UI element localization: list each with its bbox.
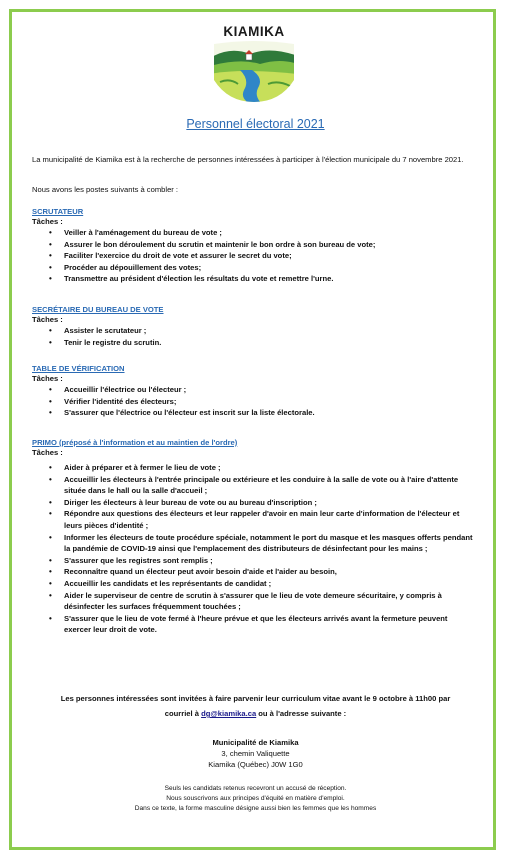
list-item: • Veiller à l'aménagement du bureau de vote ;	[46, 227, 476, 239]
footer-line-1: Seuls les candidats retenus recevront un accusé de réception.	[164, 785, 347, 792]
list-item: • Diriger les électeurs à leur bureau de vote ou au bureau d'inscription ;	[46, 497, 476, 509]
taches-label: Tâches :	[32, 374, 63, 383]
section-title-scrutateur: SCRUTATEUR	[32, 207, 84, 216]
landscape-emblem-icon	[210, 40, 298, 104]
taches-label: Tâches :	[32, 217, 63, 226]
intro-paragraph: La municipalité de Kiamika est à la recherche de personnes intéressées à participer à l'élection municipale du 7 novembre 2021.	[32, 155, 464, 164]
list-item: • Accueillir l'électrice ou l'électeur ;	[46, 384, 476, 396]
section-title-secretaire: SECRÉTAIRE DU BUREAU DE VOTE	[32, 305, 164, 314]
list-item: • Accueillir les candidats et les représentants de candidat ;	[46, 578, 476, 590]
list-item: • Informer les électeurs de toute procédure spéciale, notamment le port du masque et les masques offerts pendant la pandémie de COVID-19 ainsi que l'emplacement des distributeurs de désinfectant pour les mains ;	[46, 532, 476, 555]
list-item: • Assister le scrutateur ;	[46, 325, 476, 337]
taches-label: Tâches :	[32, 315, 63, 324]
scrutateur-task-list	[46, 227, 476, 285]
list-item: • S'assurer que les registres sont remplis ;	[46, 555, 476, 567]
list-item: • Faciliter l'exercice du droit de vote et assurer le secret du vote;	[46, 250, 476, 262]
list-item: • Tenir le registre du scrutin.	[46, 337, 476, 349]
kiamika-logo	[206, 24, 302, 106]
list-item: • Transmettre au président d'élection les résultats du vote et remettre l'urne.	[46, 273, 476, 285]
address-street: 3, chemin Valiquette	[221, 749, 290, 758]
footer-line-3: Dans ce texte, la forme masculine désigne aussi bien les femmes que les hommes	[134, 805, 377, 812]
address-city: Kiamika (Québec) J0W 1G0	[208, 760, 303, 769]
list-item: • Procéder au dépouillement des votes;	[46, 262, 476, 274]
postes-intro: Nous avons les postes suivants à combler :	[32, 185, 179, 194]
list-item: • Assurer le bon déroulement du scrutin et maintenir le bon ordre à son bureau de vote;	[46, 239, 476, 251]
section-title-primo: PRIMO (préposé à l'information et au maintien de l'ordre)	[32, 438, 238, 447]
table-verification-task-list	[46, 384, 476, 419]
page-border	[9, 9, 496, 850]
email-link[interactable]: dg@kiamika.ca	[201, 709, 257, 718]
list-item: • S'assurer que le lieu de vote fermé à l'heure prévue et que les électeurs arrivés avant la fermeture peuvent exercer leur droit de vote.	[46, 613, 476, 636]
address-name: Municipalité de Kiamika	[212, 738, 299, 747]
list-item: • Aider le superviseur de centre de scrutin à s'assurer que le lieu de vote demeure sécuritaire, y compris à désinfecter les surfaces fréquemment touchées ;	[46, 590, 476, 613]
secretaire-task-list	[46, 325, 476, 348]
list-item: • Aider à préparer et à fermer le lieu de vote ;	[46, 462, 476, 474]
footer-line-2: Nous souscrivons aux principes d'équité en matière d'emploi.	[166, 795, 345, 802]
page-title: Personnel électoral 2021	[186, 117, 325, 131]
list-item: • Reconnaître quand un électeur peut avoir besoin d'aide et l'aider au besoin,	[46, 566, 476, 578]
closing-suffix: ou à l'adresse suivante :	[256, 709, 347, 718]
logo-wordmark: KIAMIKA	[223, 24, 285, 39]
closing-line-2	[0, 708, 511, 720]
section-title-table-verification: TABLE DE VÉRIFICATION	[32, 364, 125, 373]
taches-label: Tâches :	[32, 448, 63, 457]
primo-task-list	[46, 462, 476, 636]
list-item: • S'assurer que l'électrice ou l'électeur est inscrit sur la liste électorale.	[46, 407, 476, 419]
list-item: • Accueillir les électeurs à l'entrée principale ou extérieure et les conduire à la salle de vote ou à l'aire d'attente située dans le hall ou la salle d'accueil ;	[46, 474, 476, 497]
closing-prefix: courriel à	[164, 709, 202, 718]
list-item: • Vérifier l'identité des électeurs;	[46, 396, 476, 408]
closing-line-1: Les personnes intéressées sont invitées à faire parvenir leur curriculum vitae avant le 9 octobre à 11h00 par	[60, 694, 451, 703]
list-item: • Répondre aux questions des électeurs et leur rappeler d'avoir en main leur carte d'information de l'électeur et leurs pièces d'identité ;	[46, 508, 476, 531]
